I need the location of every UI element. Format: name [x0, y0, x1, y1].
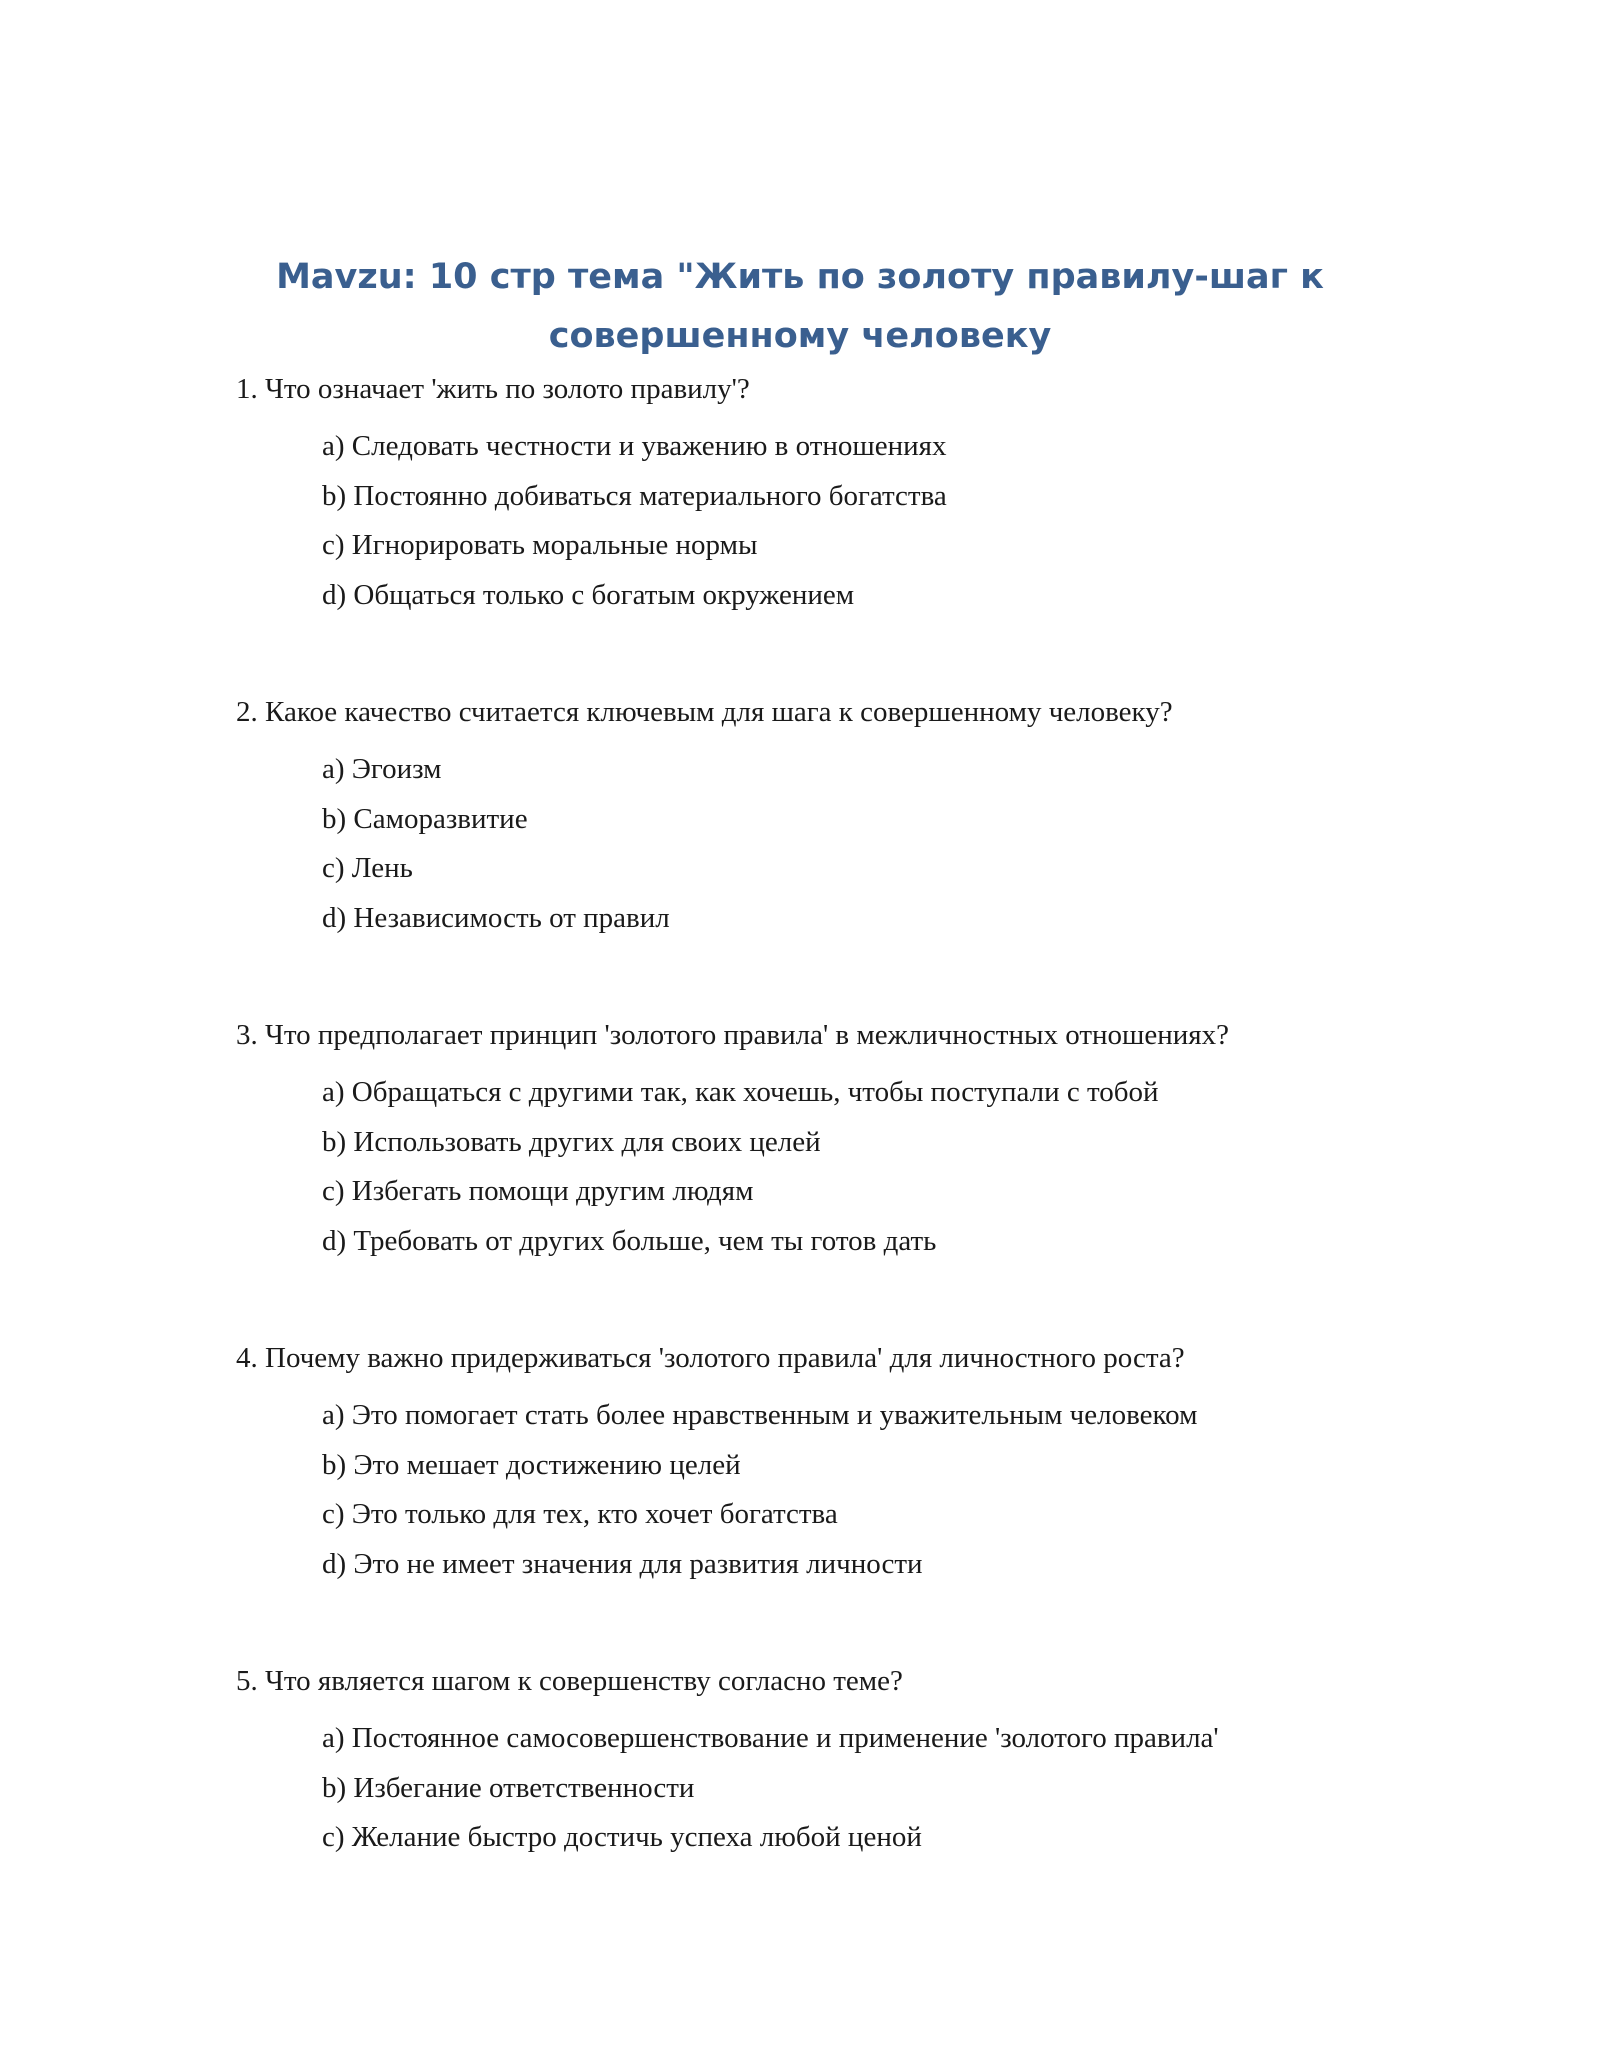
answer-option-a: a) Обращаться с другими так, как хочешь, чтобы поступали с тобой [322, 1076, 1159, 1108]
answer-options [322, 428, 1522, 626]
question-text: 1. Что означает 'жить по золото правилу'? [236, 373, 750, 405]
question-text: 4. Почему важно придерживаться 'золотого правила' для личностного роста? [236, 1342, 1185, 1374]
answer-option-d: d) Общаться только с богатым окружением [322, 578, 855, 611]
answer-options [322, 1720, 1522, 1869]
question-text: 5. Что является шагом к совершенству согласно теме? [236, 1665, 903, 1697]
answer-option-b: b) Избегание ответственности [322, 1771, 695, 1804]
question-text: 3. Что предполагает принцип 'золотого правила' в межличностных отношениях? [236, 1019, 1229, 1051]
question-4 [236, 1340, 1436, 1595]
answer-option-b: b) Постоянно добиваться материального богатства [322, 479, 947, 512]
answer-option-d: d) Требовать от других больше, чем ты готов дать [322, 1224, 937, 1257]
answer-option-c: c) Избегать помощи другим людям [322, 1175, 754, 1207]
answer-option-b: b) Саморазвитие [322, 802, 528, 835]
answer-option-c: c) Лень [322, 852, 413, 884]
answer-option-b: b) Использовать других для своих целей [322, 1125, 821, 1158]
title-line-1: Mavzu: 10 стр тема "Жить по золоту правилу-шаг к [276, 257, 1324, 297]
question-1 [236, 371, 1436, 626]
title-line-2: совершенному человеку [548, 316, 1052, 356]
question-3 [236, 1017, 1436, 1272]
answer-options [322, 1397, 1522, 1595]
answer-option-a: a) Постоянное самосовершенствование и применение 'золотого правила' [322, 1722, 1219, 1754]
answer-option-a: a) Следовать честности и уважению в отношениях [322, 430, 947, 462]
answer-option-a: a) Это помогает стать более нравственным и уважительным человеком [322, 1399, 1198, 1431]
answer-option-c: c) Игнорировать моральные нормы [322, 529, 758, 561]
document-title [200, 248, 1400, 366]
answer-options [322, 1074, 1522, 1272]
answer-option-c: c) Это только для тех, кто хочет богатства [322, 1498, 838, 1530]
answer-option-a: a) Эгоизм [322, 753, 442, 785]
answer-option-b: b) Это мешает достижению целей [322, 1448, 741, 1481]
answer-option-d: d) Независимость от правил [322, 901, 670, 934]
question-2 [236, 694, 1436, 949]
answer-option-d: d) Это не имеет значения для развития личности [322, 1547, 923, 1580]
question-5 [236, 1663, 1436, 1869]
answer-options [322, 751, 1522, 949]
answer-option-c: c) Желание быстро достичь успеха любой ценой [322, 1821, 922, 1853]
question-text: 2. Какое качество считается ключевым для шага к совершенному человеку? [236, 696, 1173, 728]
